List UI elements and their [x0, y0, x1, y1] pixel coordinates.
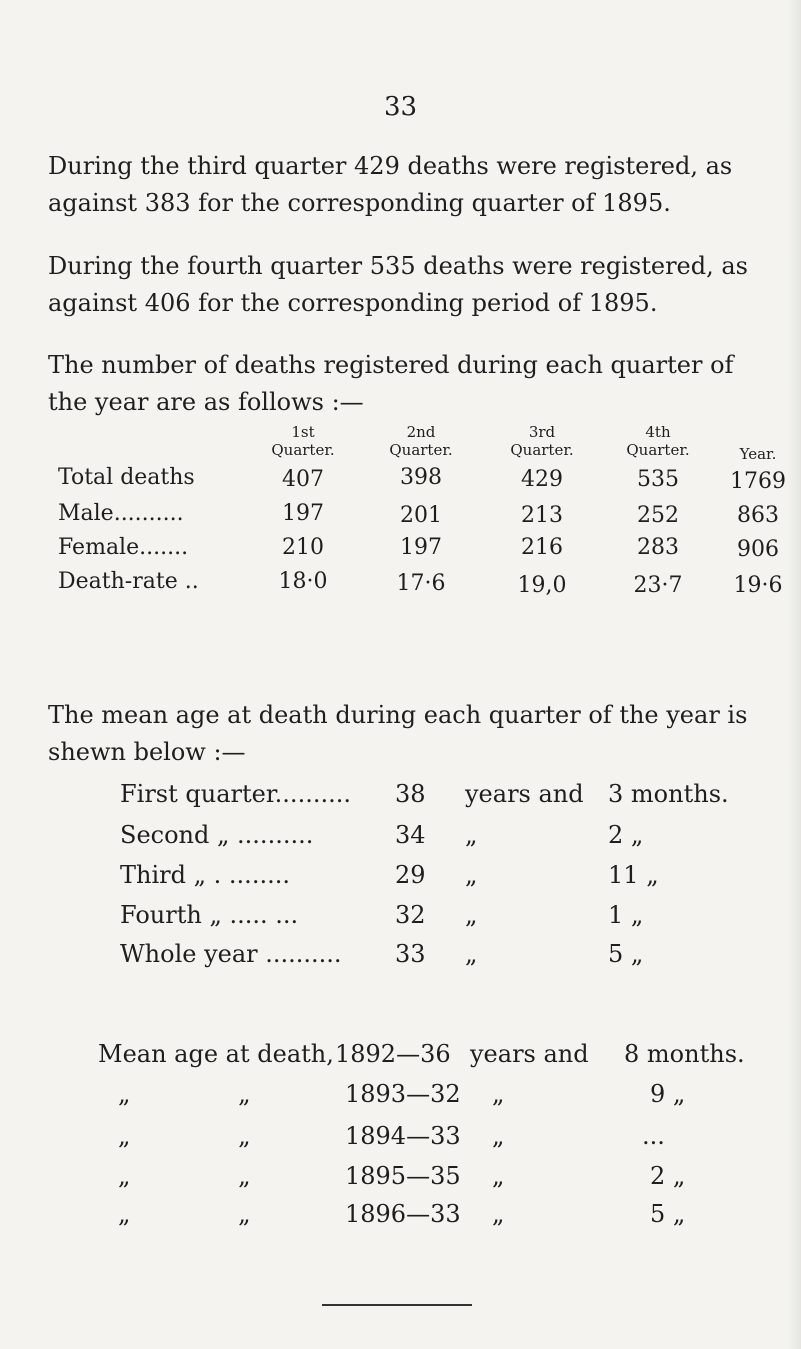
table-cell: 23·7	[633, 573, 683, 598]
table-header-q1	[253, 423, 353, 459]
section-divider	[322, 1304, 472, 1306]
list-item-months-unit: „	[630, 940, 644, 968]
list-item-months-value: 5	[608, 940, 624, 968]
list-item-months-value: 8	[624, 1040, 640, 1068]
list-item-label: Second „ ..........	[120, 821, 314, 849]
list-item-months-value: 5	[650, 1200, 666, 1228]
table-row-label-death-rate: Death-rate ..	[58, 569, 199, 594]
list-item-months	[650, 1200, 685, 1228]
table-cell: 216	[521, 535, 563, 560]
table-cell: 210	[282, 535, 324, 560]
table-header-q2-bottom: Quarter.	[389, 441, 453, 459]
list-item-years: 34	[395, 821, 426, 849]
list-item-prefix: „ „	[118, 1162, 251, 1190]
mean-age-quarter-list	[120, 780, 760, 1020]
list-item-unit: „	[492, 1200, 505, 1228]
list-item-months-value: 2	[650, 1162, 666, 1190]
list-item-months-unit: „	[672, 1080, 686, 1108]
list-item-months-value: 9	[650, 1080, 666, 1108]
list-item-months	[608, 940, 643, 968]
list-item-prefix: „ „	[118, 1080, 251, 1108]
list-item-unit: „	[492, 1080, 505, 1108]
table-header-q3-top: 3rd	[528, 423, 556, 441]
list-item-years-unit: „	[465, 940, 478, 968]
list-item-months-unit: „	[630, 821, 644, 849]
paragraph-mean-age-intro: The mean age at death during each quarter of the year is shewn below :—	[48, 701, 748, 766]
table-cell: 1769	[730, 469, 786, 494]
table-header-q4	[608, 423, 708, 459]
list-item-months-value: 1	[608, 901, 624, 929]
list-item-label: Whole year ..........	[120, 940, 342, 968]
list-item-months-value: 11	[608, 861, 639, 889]
list-item-year: 1892—36	[335, 1040, 451, 1068]
list-item-months-value: 2	[608, 821, 624, 849]
list-item-months	[608, 821, 643, 849]
list-item-years: 32	[395, 901, 426, 929]
list-item-months	[608, 861, 659, 889]
list-item-years: 33	[395, 940, 426, 968]
table-header-q1-bottom: Quarter.	[271, 441, 335, 459]
list-item-years-unit: years and	[465, 780, 584, 808]
table-header-q4-bottom: Quarter.	[626, 441, 690, 459]
paragraph-fourth-quarter: During the fourth quarter 535 deaths were registered, as against 406 for the corresponding period of 1895.	[48, 252, 748, 317]
list-item-months	[608, 780, 729, 808]
list-item-prefix: Mean age at death,	[98, 1040, 334, 1068]
table-cell: 197	[400, 535, 442, 560]
table-cell: 18·0	[278, 569, 328, 594]
page-number: 33	[383, 92, 418, 122]
list-item-months-value: ...	[642, 1122, 665, 1150]
list-item-months-unit: „	[630, 901, 644, 929]
list-item-months-unit: „	[672, 1162, 686, 1190]
table-cell: 252	[637, 503, 679, 528]
table-cell: 19,0	[517, 573, 567, 598]
table-cell: 201	[400, 503, 442, 528]
table-header-q2-top: 2nd	[406, 423, 436, 441]
table-header-year	[708, 445, 801, 463]
list-item-years-unit: „	[465, 821, 478, 849]
list-item-months	[650, 1162, 685, 1190]
list-item-months-value: 3	[608, 780, 624, 808]
list-item-years-unit: „	[465, 901, 478, 929]
table-cell: 213	[521, 503, 563, 528]
list-item-months-unit: months.	[630, 780, 729, 808]
table-cell: 17·6	[396, 571, 446, 596]
list-item-year: 1896—33	[345, 1200, 461, 1228]
list-item-months-unit: „	[672, 1200, 686, 1228]
table-cell: 19·6	[733, 573, 783, 598]
list-item-years-unit: „	[465, 861, 478, 889]
list-item-months	[642, 1122, 665, 1150]
table-row-label-male: Male..........	[58, 501, 184, 526]
mean-age-yearly-list	[0, 1040, 801, 1270]
list-item-prefix: „ „	[118, 1200, 251, 1228]
table-row-label-female: Female.......	[58, 535, 189, 560]
list-item-year: 1893—32	[345, 1080, 461, 1108]
list-item-year: 1895—35	[345, 1162, 461, 1190]
list-item-months	[608, 901, 643, 929]
list-item-label: First quarter..........	[120, 780, 351, 808]
paragraph-third-quarter: During the third quarter 429 deaths were registered, as against 383 for the corresponding quarter of 1895.	[48, 152, 733, 217]
list-item-unit: years and	[470, 1040, 589, 1068]
table-cell: 429	[521, 467, 563, 492]
list-item-unit: „	[492, 1122, 505, 1150]
quarterly-deaths-table	[48, 423, 788, 683]
list-item-year: 1894—33	[345, 1122, 461, 1150]
list-item-years: 29	[395, 861, 426, 889]
table-cell: 398	[400, 465, 442, 490]
paragraph-deaths-intro: The number of deaths registered during each quarter of the year are as follows :—	[48, 351, 734, 416]
list-item-label: Fourth „ ..... ...	[120, 901, 299, 929]
table-cell: 863	[737, 503, 779, 528]
table-row-label-total: Total deaths	[58, 465, 195, 490]
table-cell: 535	[637, 467, 679, 492]
table-header-q2	[371, 423, 471, 459]
list-item-prefix: „ „	[118, 1122, 251, 1150]
table-cell: 407	[282, 467, 324, 492]
list-item-unit: „	[492, 1162, 505, 1190]
table-header-q1-top: 1st	[291, 423, 315, 441]
table-header-year-label: Year.	[739, 445, 777, 463]
list-item-months-unit: months.	[646, 1040, 745, 1068]
list-item-years: 38	[395, 780, 426, 808]
table-cell: 906	[737, 537, 779, 562]
table-cell: 197	[282, 501, 324, 526]
list-item-months-unit: „	[646, 861, 659, 889]
table-header-q3	[492, 423, 592, 459]
list-item-months	[624, 1040, 745, 1068]
list-item-months	[650, 1080, 685, 1108]
table-header-q4-top: 4th	[645, 423, 671, 441]
table-cell: 283	[637, 535, 679, 560]
list-item-label: Third „ . ........	[120, 861, 290, 889]
table-header-q3-bottom: Quarter.	[510, 441, 574, 459]
